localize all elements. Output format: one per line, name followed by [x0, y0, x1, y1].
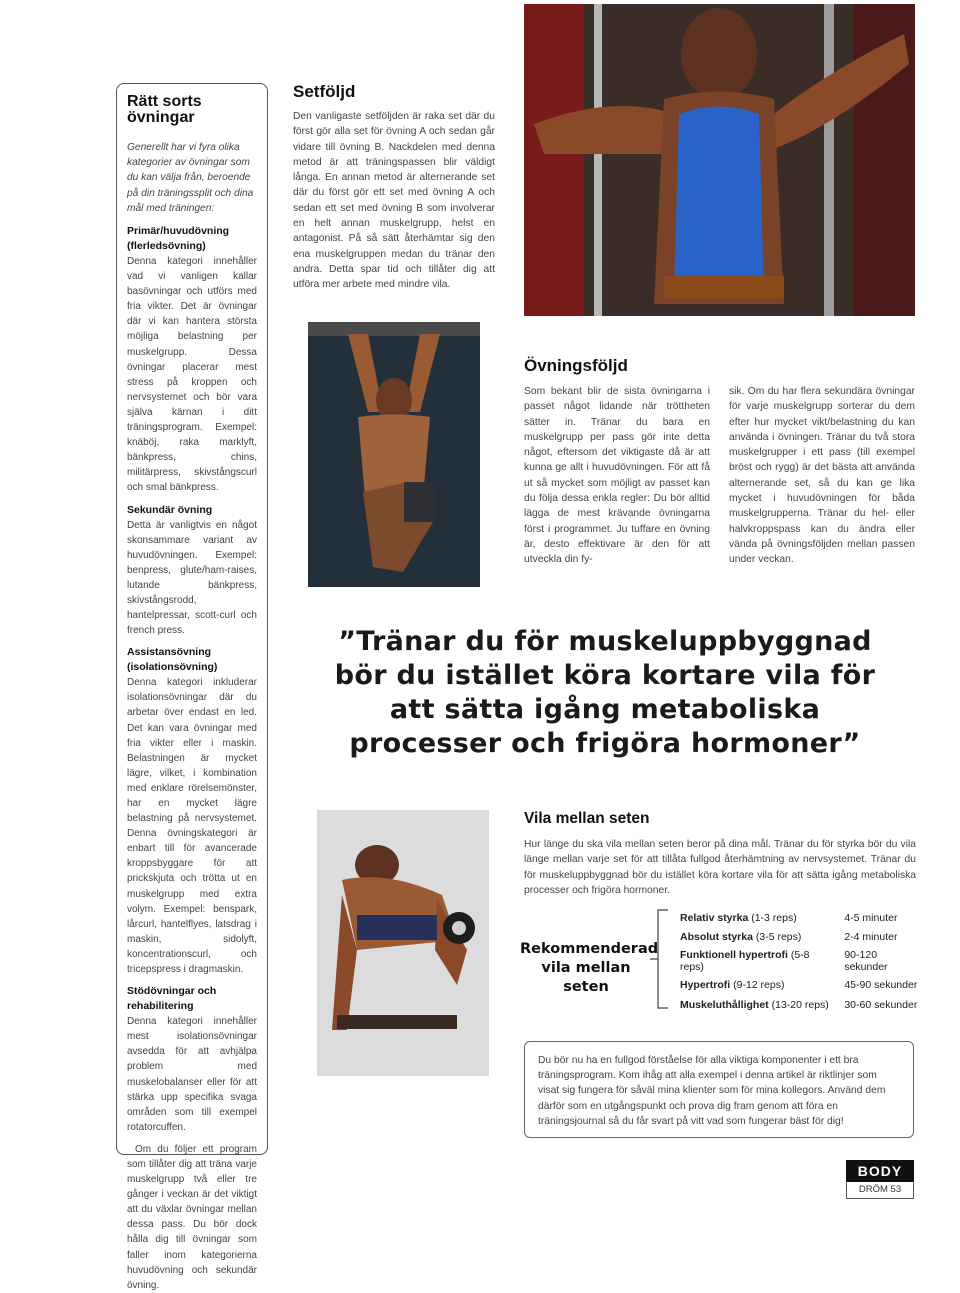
sidebar-closing: Om du följer ett program som tillåter dig att träna varje muskelgrupp två eller tre gånger i veckan är det viktigt att du växlar övningar mellan dessa pass. Du bör dock hålla dig till övningar som faller inom kategorierna huvudövning och sekundär övning.: [127, 1143, 257, 1291]
setfoljd-title: Setföljd: [293, 82, 356, 101]
sidebar-paragraph: Denna kategori inkluderar isolationsövningar där du arbetar över endast en led. Det kan vara övningar med fria vikter eller i maskin. Belastningen är mycket lägre, vilket, i kombination med enklare rörelsemönster, har en mycket lägre belastning på nervsystemet. Denna övningskategori är enbart till för avancerade kroppsbyggare för att prickskjuta och trötta ut en muskelgrupp med extra volym. Exempel: benspark, lårcurl, hantelflyes, latsdrag i maskin, sidolyft, koncentrationscurl, och tricepspress i dragmaskin.: [127, 677, 257, 976]
ovningsfoljd-col2: sik. Om du har flera sekundära övningar för varje muskelgrupp sorterar du dem efter hur mycket vikt/belastning du kan använda i övningen. Tränar du två stora muskelgrupper i ett pass (till exempel bröst och rygg) är det bästa att använda alternerande set, så du kan ge lika mycket i huvudövningen för båda muskelgrupperna. Tränar du hel- eller halvkroppspass kan du ändra eller vända på övningsföljden mellan passen under veckan.: [729, 386, 915, 566]
rest-time: 4-5 minuter: [844, 911, 898, 924]
rest-name: Muskeluthållighet: [680, 998, 769, 1011]
rest-reps: (9-12 reps): [730, 978, 785, 991]
table-row: [680, 947, 920, 975]
vila-section: [524, 810, 916, 898]
sidebar-paragraph: Denna kategori innehåller vad vi vanligen kallar basövningar och utförs med fria vikter. Det är övningar där vi kan hantera största möjliga belastning per muskelgrupp. Dessa övningar placerar mest stress på kroppen och nervsystemet och bör vara själva kärnan i ditt träningsprogram. Exempel: knäböj, raka marklyft, bänkpress, chins, militärpress, skivstångscurl och smal bänkpress.: [127, 256, 257, 494]
rest-name: Absolut styrka: [680, 931, 753, 944]
pull-quote: ”Tränar du för muskeluppbyggnad bör du istället köra kortare vila för att sätta igång metaboliska processer och frigöra hormoner”: [334, 626, 876, 759]
brand-logo: BODY: [846, 1160, 914, 1182]
rest-label: Rekommenderad vila mellan seten: [520, 941, 659, 995]
sidebar-intro: Generellt har vi fyra olika kategorier av övningar som du kan välja från, beroende på din träningssplit och dina mål med träningen:: [127, 142, 254, 214]
photo-dumbbell-row: [317, 810, 489, 1076]
rest-table: [680, 908, 920, 1014]
vila-title: Vila mellan seten: [524, 810, 650, 827]
page-number: DRÖM 53: [846, 1182, 914, 1199]
photo-cable-crossover: [524, 4, 915, 316]
sidebar-heading: Sekundär övning: [127, 503, 213, 516]
rest-time: 30-60 sekunder: [844, 998, 918, 1011]
page-badge: [846, 1160, 914, 1199]
summary-box: Du bör nu ha en fullgod förståelse för alla viktiga komponenter i ett bra träningsprogram. Kom ihåg att alla exempel i denna artikel är riktlinjer som visat sig fungera för såväl mina klienter som för mina kollegors. Använd dem därför som en utgångspunkt och prova dig fram genom att föra en träningsjournal så du får svart på vitt vad som fungerar bäst för dig!: [524, 1041, 914, 1138]
ovningsfoljd-title: Övningsföljd: [524, 356, 628, 375]
vila-body: Hur länge du ska vila mellan seten beror på dina mål. Tränar du för styrka bör du vila länge mellan varje set för att tillåta fullgod återhämtning av nervsystemet. Tränar du för muskeluppbyggnad bör du istället köra kortare vila för att sätta igång metaboliska processer och frigöra hormoner.: [524, 839, 916, 896]
rest-reps: (13-20 reps): [768, 998, 829, 1011]
sidebar-heading: Assistansövning (isolationsövning): [127, 646, 218, 674]
table-row: [680, 995, 920, 1015]
sidebar-paragraph: Detta är vanligtvis en något skonsammare variant av huvudövningen. Exempel: benpress, glute/ham-raises, lutande bänkpress, skivstångsrodd, hantelpressar, scott-curl och french press.: [127, 519, 257, 637]
table-row: [680, 975, 920, 995]
sidebar-box: [116, 83, 268, 1291]
setfoljd-body: Den vanligaste setföljden är raka set där du först gör alla set för övning A och sedan går vidare till övning B. Nackdelen med denna metod är att träningspassen blir väldigt långa. En annan metod är alternerande set där du först gör ett set med övning A och sedan ett set med övning B som involverar en helt annan muskelgrupp, helst en antagonist. På så sätt återhämtar sig den ena muskelgruppen medan du tränar den andra. Detta spar tid och tillåter dig att utföra mer arbete med mindre vila.: [293, 111, 495, 291]
rest-reps: (3-5 reps): [752, 931, 802, 944]
ovningsfoljd-section: [524, 357, 628, 375]
sidebar-heading: Primär/huvudövning (flerledsövning): [127, 225, 230, 253]
table-row: [680, 928, 920, 948]
setfoljd-section: [293, 83, 495, 293]
rest-reps: (5-8 reps): [680, 949, 810, 974]
rest-reps: (1-3 reps): [748, 911, 797, 924]
rest-name: Funktionell hypertrofi: [680, 949, 788, 962]
sidebar-heading: Stödövningar och rehabilitering: [127, 985, 217, 1013]
photo-hanging-leg-raise: [308, 322, 480, 587]
rest-name: Relativ styrka: [680, 911, 749, 924]
bracket-icon: [650, 908, 670, 1010]
sidebar-paragraph: Denna kategori innehåller mest isolationsövningar avsedda för att avhjälpa problem med muskelobalanser eller för att stärka upp specifika svaga områden som till exempel rotatorcuffen.: [127, 1016, 257, 1133]
rest-time: 2-4 minuter: [844, 931, 898, 944]
rest-name: Hypertrofi: [680, 978, 731, 991]
sidebar-title: Rätt sorts övningar: [127, 93, 202, 126]
rest-time: 45-90 sekunder: [844, 978, 918, 991]
table-row: [680, 908, 920, 928]
ovningsfoljd-col1: Som bekant blir de sista övningarna i passet något lidande när tröttheten sätter in. Tränar du bara en muskelgrupp per pass gör inte detta något, eftersom det viktigaste då är att kunna ge allt i huvudövningen. För att få ut så mycket som möjligt av passet kan du följa dessa enkla regler: Du bör alltid lägga de mest krävande övningarna först i programmet. Ju tuffare en övning är, desto effektivare är den för att utveckla din fy-: [524, 386, 710, 566]
rest-time: 90-120 sekunder: [844, 949, 888, 974]
